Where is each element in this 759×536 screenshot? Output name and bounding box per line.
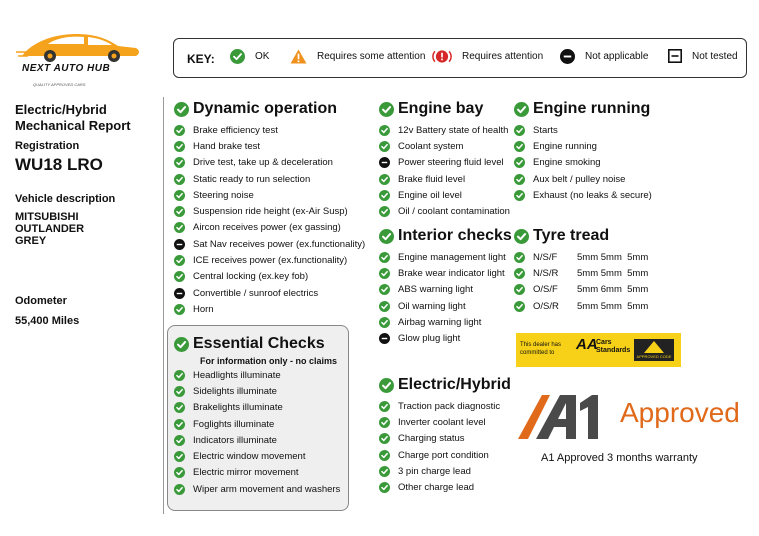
check-circle-icon bbox=[514, 252, 525, 263]
check-circle-icon bbox=[514, 301, 525, 312]
check-circle-icon bbox=[514, 141, 525, 152]
check-item-label: Engine smoking bbox=[533, 157, 601, 169]
check-item bbox=[379, 479, 511, 495]
check-circle-icon bbox=[514, 174, 525, 185]
check-circle-icon bbox=[379, 284, 390, 295]
check-circle-icon bbox=[174, 222, 185, 233]
check-circle-icon bbox=[174, 102, 189, 117]
section-title: Interior checks bbox=[398, 227, 512, 244]
key-text-ok: OK bbox=[255, 51, 270, 62]
check-item bbox=[174, 465, 340, 481]
tyre-depths: 5mm 5mm 5mm bbox=[577, 251, 649, 263]
tyre-row bbox=[514, 265, 648, 281]
check-item bbox=[379, 414, 511, 430]
check-item bbox=[174, 432, 340, 448]
brand-name: NEXT AUTO HUB bbox=[22, 63, 111, 74]
check-circle-icon bbox=[379, 301, 390, 312]
check-item-label: Electric mirror movement bbox=[193, 467, 299, 479]
check-item bbox=[379, 398, 511, 414]
column-divider bbox=[163, 97, 164, 514]
check-item bbox=[174, 481, 340, 497]
check-item-label: Engine oil level bbox=[398, 189, 462, 201]
check-item-label: 12v Battery state of health bbox=[398, 124, 509, 136]
check-item-label: Aircon receives power (ex gassing) bbox=[193, 222, 341, 234]
section-title: Engine bay bbox=[398, 100, 484, 117]
check-circle-icon bbox=[379, 317, 390, 328]
vehicle-model: OUTLANDER bbox=[15, 223, 85, 235]
minus-circle-icon bbox=[560, 49, 575, 64]
check-circle-icon bbox=[174, 386, 185, 397]
check-item bbox=[379, 447, 511, 463]
check-item bbox=[379, 155, 510, 171]
check-item bbox=[174, 187, 365, 203]
check-item-label: 3 pin charge lead bbox=[398, 465, 471, 477]
check-circle-icon bbox=[174, 402, 185, 413]
check-item-label: Indicators illuminate bbox=[193, 434, 277, 446]
tyre-depths: 5mm 5mm 5mm bbox=[577, 300, 649, 312]
check-circle-icon bbox=[379, 268, 390, 279]
check-item-label: Sat Nav receives power (ex.functionality) bbox=[193, 238, 366, 250]
aa-logo: AA bbox=[576, 336, 598, 353]
check-item-label: Drive test, take up & deceleration bbox=[193, 157, 333, 169]
minus-circle-icon bbox=[174, 288, 185, 299]
check-circle-icon bbox=[379, 433, 390, 444]
a1-approved-word: Approved bbox=[620, 397, 740, 428]
check-item-label: Foglights illuminate bbox=[193, 418, 275, 430]
check-item bbox=[379, 431, 511, 447]
minus-square-icon bbox=[668, 49, 682, 63]
tyre-position: O/S/R bbox=[533, 300, 559, 312]
aa-badge-small-text: This dealer has committed to bbox=[520, 342, 562, 356]
minus-circle-icon bbox=[174, 239, 185, 250]
check-circle-icon bbox=[174, 271, 185, 282]
key-label: KEY: bbox=[187, 52, 215, 66]
check-item-label: Engine management light bbox=[398, 251, 506, 263]
aa-cars-text: Cars bbox=[596, 339, 612, 346]
check-item bbox=[174, 301, 365, 317]
check-item bbox=[514, 155, 652, 171]
tyre-row bbox=[514, 282, 648, 298]
brand-tagline: QUALITY APPROVED CARS bbox=[33, 82, 86, 87]
check-item bbox=[174, 252, 365, 268]
minus-circle-icon bbox=[379, 157, 390, 168]
check-circle-icon bbox=[174, 435, 185, 446]
check-circle-icon bbox=[174, 255, 185, 266]
check-item-label: Exhaust (no leaks & secure) bbox=[533, 189, 652, 201]
check-circle-icon bbox=[379, 482, 390, 493]
check-circle-icon bbox=[174, 451, 185, 462]
check-item bbox=[514, 138, 652, 154]
section-title: Tyre tread bbox=[533, 227, 610, 244]
check-circle-icon bbox=[379, 252, 390, 263]
aa-cars-standards-badge bbox=[516, 333, 681, 367]
check-item bbox=[174, 236, 365, 252]
check-item bbox=[514, 122, 652, 138]
check-circle-icon bbox=[379, 417, 390, 428]
check-item bbox=[174, 122, 365, 138]
check-item-label: Coolant system bbox=[398, 140, 464, 152]
check-item bbox=[174, 367, 340, 383]
report-title-line2: Mechanical Report bbox=[15, 118, 131, 133]
section-title: Engine running bbox=[533, 100, 651, 117]
check-item-label: Starts bbox=[533, 124, 558, 136]
a1-mark-icon bbox=[516, 393, 616, 441]
check-circle-icon bbox=[379, 174, 390, 185]
check-item-label: Traction pack diagnostic bbox=[398, 400, 501, 412]
check-item bbox=[174, 220, 365, 236]
check-item bbox=[174, 416, 340, 432]
alert-exclamation-icon bbox=[432, 49, 452, 64]
tyre-row bbox=[514, 298, 648, 314]
check-item bbox=[174, 155, 365, 171]
tyre-row bbox=[514, 249, 648, 265]
engine-running-section bbox=[514, 99, 652, 203]
check-item-label: Brake fluid level bbox=[398, 173, 466, 185]
check-circle-icon bbox=[379, 141, 390, 152]
registration-label: Registration bbox=[15, 140, 80, 152]
section-title: Essential Checks bbox=[193, 335, 325, 352]
section-header bbox=[174, 334, 340, 354]
check-circle-icon bbox=[514, 102, 529, 117]
check-item bbox=[174, 269, 365, 285]
check-item-label: Steering noise bbox=[193, 189, 254, 201]
check-item-label: Central locking (ex.key fob) bbox=[193, 271, 309, 283]
check-circle-icon bbox=[174, 337, 189, 352]
check-item bbox=[514, 187, 652, 203]
check-item-label: Headlights illuminate bbox=[193, 369, 281, 381]
check-item bbox=[174, 138, 365, 154]
check-item bbox=[379, 122, 510, 138]
check-item bbox=[379, 314, 512, 330]
check-item-label: Brake wear indicator light bbox=[398, 267, 505, 279]
section-header bbox=[379, 226, 512, 246]
check-item bbox=[379, 330, 512, 346]
check-item-label: Glow plug light bbox=[398, 333, 461, 345]
section-header bbox=[514, 99, 652, 119]
check-item bbox=[379, 187, 510, 203]
check-item-label: Inverter coolant level bbox=[398, 416, 486, 428]
check-item-label: Suspension ride height (ex-Air Susp) bbox=[193, 206, 348, 218]
check-circle-icon bbox=[174, 206, 185, 217]
check-item-label: Sidelights illuminate bbox=[193, 385, 277, 397]
approved-code-text: APPROVED CODE bbox=[636, 354, 672, 359]
check-circle-icon bbox=[514, 284, 525, 295]
check-circle-icon bbox=[230, 49, 245, 64]
essential-checks-section bbox=[174, 334, 340, 497]
tyre-depths: 5mm 5mm 5mm bbox=[577, 267, 649, 279]
check-item-label: Aux belt / pulley noise bbox=[533, 173, 626, 185]
approved-code-mark bbox=[634, 339, 674, 361]
check-circle-icon bbox=[379, 102, 394, 117]
check-item bbox=[514, 171, 652, 187]
a1-approved-logo bbox=[516, 393, 741, 441]
tyre-position: N/S/F bbox=[533, 251, 558, 263]
key-item-ok bbox=[230, 49, 269, 64]
key-text-not-applicable: Not applicable bbox=[585, 51, 649, 62]
key-item-some-attention bbox=[290, 49, 425, 64]
report-title bbox=[15, 102, 155, 134]
check-circle-icon bbox=[174, 370, 185, 381]
check-circle-icon bbox=[514, 268, 525, 279]
section-subtitle: For information only - no claims bbox=[200, 356, 338, 366]
a1-warranty-caption: A1 Approved 3 months warranty bbox=[541, 452, 698, 464]
key-text-requires-attention: Requires attention bbox=[462, 51, 544, 62]
check-circle-icon bbox=[174, 157, 185, 168]
check-item-label: Hand brake test bbox=[193, 140, 261, 152]
check-circle-icon bbox=[514, 229, 529, 244]
vehicle-description-label: Vehicle description bbox=[15, 193, 116, 205]
section-header bbox=[514, 226, 648, 246]
check-item-label: Electric window movement bbox=[193, 451, 306, 463]
check-circle-icon bbox=[174, 419, 185, 430]
section-header bbox=[379, 375, 511, 395]
key-item-requires-attention bbox=[432, 49, 543, 64]
section-title: Electric/Hybrid bbox=[398, 376, 511, 393]
check-item-label: Oil / coolant contamination bbox=[398, 206, 510, 218]
check-item-label: Charge port condition bbox=[398, 449, 489, 461]
engine-bay-section bbox=[379, 99, 510, 220]
check-circle-icon bbox=[174, 190, 185, 201]
check-item bbox=[174, 448, 340, 464]
check-item-label: Convertible / sunroof electrics bbox=[193, 287, 319, 299]
check-circle-icon bbox=[174, 141, 185, 152]
check-item-label: ICE receives power (ex.functionality) bbox=[193, 255, 348, 267]
key-text-not-tested: Not tested bbox=[692, 50, 738, 62]
dynamic-operation-section bbox=[174, 99, 365, 318]
interior-checks-section bbox=[379, 226, 512, 347]
check-item-label: Oil warning light bbox=[398, 300, 466, 312]
warning-triangle-icon bbox=[290, 49, 307, 64]
key-item-not-tested bbox=[668, 49, 738, 63]
check-item-label: Engine running bbox=[533, 140, 597, 152]
check-circle-icon bbox=[379, 401, 390, 412]
check-item bbox=[379, 249, 512, 265]
check-item-label: Brakelights illuminate bbox=[193, 402, 283, 414]
aa-cars-standards bbox=[596, 339, 630, 355]
check-item-label: Wiper arm movement and washers bbox=[193, 483, 341, 495]
section-title: Dynamic operation bbox=[193, 100, 338, 117]
check-item-label: Airbag warning light bbox=[398, 316, 482, 328]
vehicle-make: MITSUBISHI bbox=[15, 211, 79, 223]
check-item-label: Brake efficiency test bbox=[193, 124, 278, 136]
check-item bbox=[174, 400, 340, 416]
check-circle-icon bbox=[174, 467, 185, 478]
check-circle-icon bbox=[174, 484, 185, 495]
registration-value: WU18 LRO bbox=[15, 155, 103, 174]
check-circle-icon bbox=[379, 206, 390, 217]
tyre-position: N/S/R bbox=[533, 267, 559, 279]
aa-standards-text: Standards bbox=[596, 347, 631, 354]
approved-code-icon bbox=[634, 339, 674, 355]
check-item bbox=[379, 282, 512, 298]
report-title-line1: Electric/Hybrid bbox=[15, 102, 107, 117]
key-text-some-attention: Requires some attention bbox=[317, 51, 426, 62]
check-item bbox=[174, 171, 365, 187]
check-item-label: Power steering fluid level bbox=[398, 157, 504, 169]
check-circle-icon bbox=[174, 174, 185, 185]
check-item bbox=[379, 171, 510, 187]
check-circle-icon bbox=[514, 157, 525, 168]
check-circle-icon bbox=[174, 125, 185, 136]
check-circle-icon bbox=[379, 450, 390, 461]
check-item bbox=[379, 463, 511, 479]
check-circle-icon bbox=[379, 125, 390, 136]
check-circle-icon bbox=[379, 378, 394, 393]
check-circle-icon bbox=[174, 304, 185, 315]
check-item-label: Charging status bbox=[398, 433, 465, 445]
check-item bbox=[379, 138, 510, 154]
tyre-position: O/S/F bbox=[533, 284, 558, 296]
odometer-label: Odometer bbox=[15, 295, 67, 307]
car-logo-icon bbox=[14, 22, 144, 67]
check-circle-icon bbox=[379, 466, 390, 477]
minus-circle-icon bbox=[379, 333, 390, 344]
check-item bbox=[174, 203, 365, 219]
check-circle-icon bbox=[514, 190, 525, 201]
tyre-tread-section bbox=[514, 226, 648, 314]
check-circle-icon bbox=[379, 229, 394, 244]
check-item bbox=[379, 203, 510, 219]
check-item bbox=[174, 383, 340, 399]
odometer-value: 55,400 Miles bbox=[15, 315, 80, 327]
check-item bbox=[379, 265, 512, 281]
electric-hybrid-section bbox=[379, 375, 511, 496]
section-header bbox=[379, 99, 510, 119]
check-item bbox=[379, 298, 512, 314]
check-circle-icon bbox=[514, 125, 525, 136]
check-item-label: ABS warning light bbox=[398, 284, 473, 296]
check-item-label: Static ready to run selection bbox=[193, 173, 311, 185]
check-circle-icon bbox=[379, 190, 390, 201]
check-item-label: Other charge lead bbox=[398, 482, 475, 494]
check-item-label: Horn bbox=[193, 303, 214, 315]
check-item bbox=[174, 285, 365, 301]
status-key bbox=[173, 38, 747, 78]
tyre-depths: 5mm 6mm 5mm bbox=[577, 284, 649, 296]
section-header bbox=[174, 99, 365, 119]
key-item-not-applicable bbox=[560, 49, 648, 64]
vehicle-colour: GREY bbox=[15, 235, 47, 247]
